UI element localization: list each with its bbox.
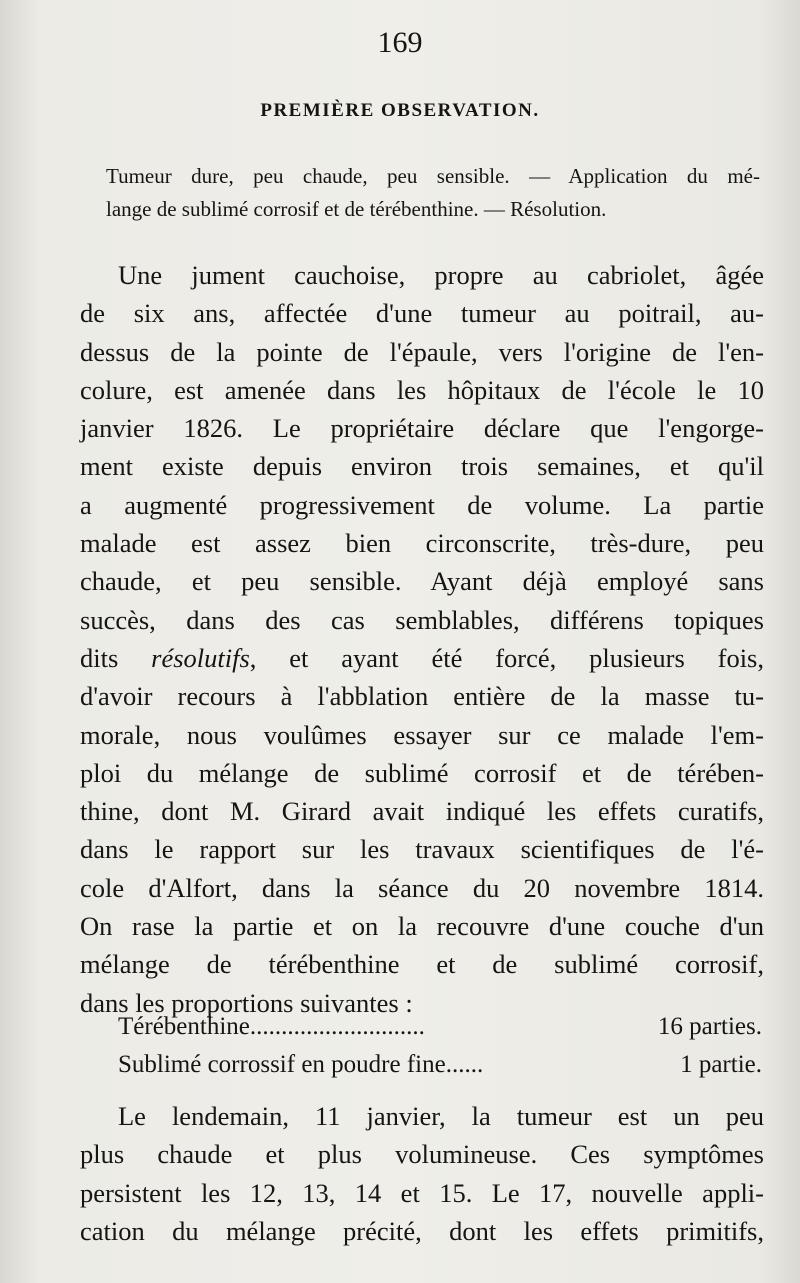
- text-line: colure, est amenée dans les hôpitaux de l'école le 10: [80, 374, 764, 405]
- text-line: On rase la partie et on la recouvre d'une couche d'un: [80, 911, 764, 942]
- recipe-amount: 1 partie.: [680, 1051, 762, 1078]
- page-number: 169: [377, 26, 423, 59]
- paragraph-case-description: [80, 256, 764, 1022]
- observation-title: PREMIÈRE OBSERVATION.: [260, 100, 540, 121]
- text-line: malade est assez bien circonscrite, très-dure, peu: [80, 528, 764, 559]
- text-line: cation du mélange précité, dont les effets primitifs,: [80, 1215, 764, 1246]
- summary-line: lange de sublimé corrosif et de térébenthine. — Résolution.: [106, 197, 607, 221]
- text-line: dans les proportions suivantes :: [80, 987, 413, 1018]
- italic-term: résolutifs: [151, 642, 250, 673]
- text-line: de six ans, affectée d'une tumeur au poitrail, au-: [80, 298, 764, 329]
- recipe-ingredient: [118, 1008, 425, 1046]
- summary-line: Tumeur dure, peu chaude, peu sensible. — Application du mé-: [106, 164, 760, 188]
- recipe-amount: 16 parties.: [657, 1013, 762, 1040]
- text-line: chaude, et peu sensible. Ayant déjà employé sans: [80, 566, 764, 597]
- recipe-list: [118, 1008, 762, 1084]
- text-line: persistent les 12, 13, 14 et 15. Le 17, nouvelle appli-: [80, 1177, 764, 1208]
- text-line: [80, 639, 764, 677]
- text-line: cole d'Alfort, dans la séance du 20 novembre 1814.: [80, 872, 764, 903]
- recipe-row: [118, 1008, 762, 1046]
- text-line: succès, dans des cas semblables, différens topiques: [80, 604, 764, 635]
- paragraph-follow-up: [80, 1097, 764, 1250]
- ingredient-name: Térébenthine: [118, 1013, 250, 1040]
- leader-dots: ............................: [249, 1013, 425, 1040]
- text-line: dessus de la pointe de l'épaule, vers l'origine de l'en-: [80, 336, 764, 367]
- text-line: ment existe depuis environ trois semaines, et qu'il: [80, 451, 764, 482]
- text-line: Une jument cauchoise, propre au cabriolet, âgée: [118, 260, 764, 290]
- observation-summary: [106, 160, 760, 226]
- ingredient-name: Sublimé corrossif en poudre fine: [118, 1051, 446, 1078]
- text-fragment: , et ayant été forcé, plusieurs fois,: [249, 642, 764, 673]
- text-line: plus chaude et plus volumineuse. Ces symptômes: [80, 1139, 764, 1170]
- text-line: dans le rapport sur les travaux scientifiques de l'é-: [80, 834, 764, 865]
- text-line: morale, nous voulûmes essayer sur ce malade l'em-: [80, 719, 764, 750]
- recipe-row: [118, 1046, 762, 1084]
- text-line: Le lendemain, 11 janvier, la tumeur est un peu: [118, 1101, 764, 1131]
- text-line: a augmenté progressivement de volume. La partie: [80, 489, 764, 520]
- text-line: d'avoir recours à l'abblation entière de la masse tu-: [80, 681, 764, 712]
- text-line: janvier 1826. Le propriétaire déclare que l'engorge-: [80, 413, 764, 444]
- text-line: ploi du mélange de sublimé corrosif et de térében-: [80, 757, 764, 788]
- text-fragment: dits: [80, 642, 152, 673]
- recipe-ingredient: [118, 1046, 483, 1084]
- text-line: mélange de térébenthine et de sublimé corrosif,: [80, 949, 764, 980]
- text-line: thine, dont M. Girard avait indiqué les effets curatifs,: [80, 796, 764, 827]
- leader-dots: ......: [445, 1051, 484, 1078]
